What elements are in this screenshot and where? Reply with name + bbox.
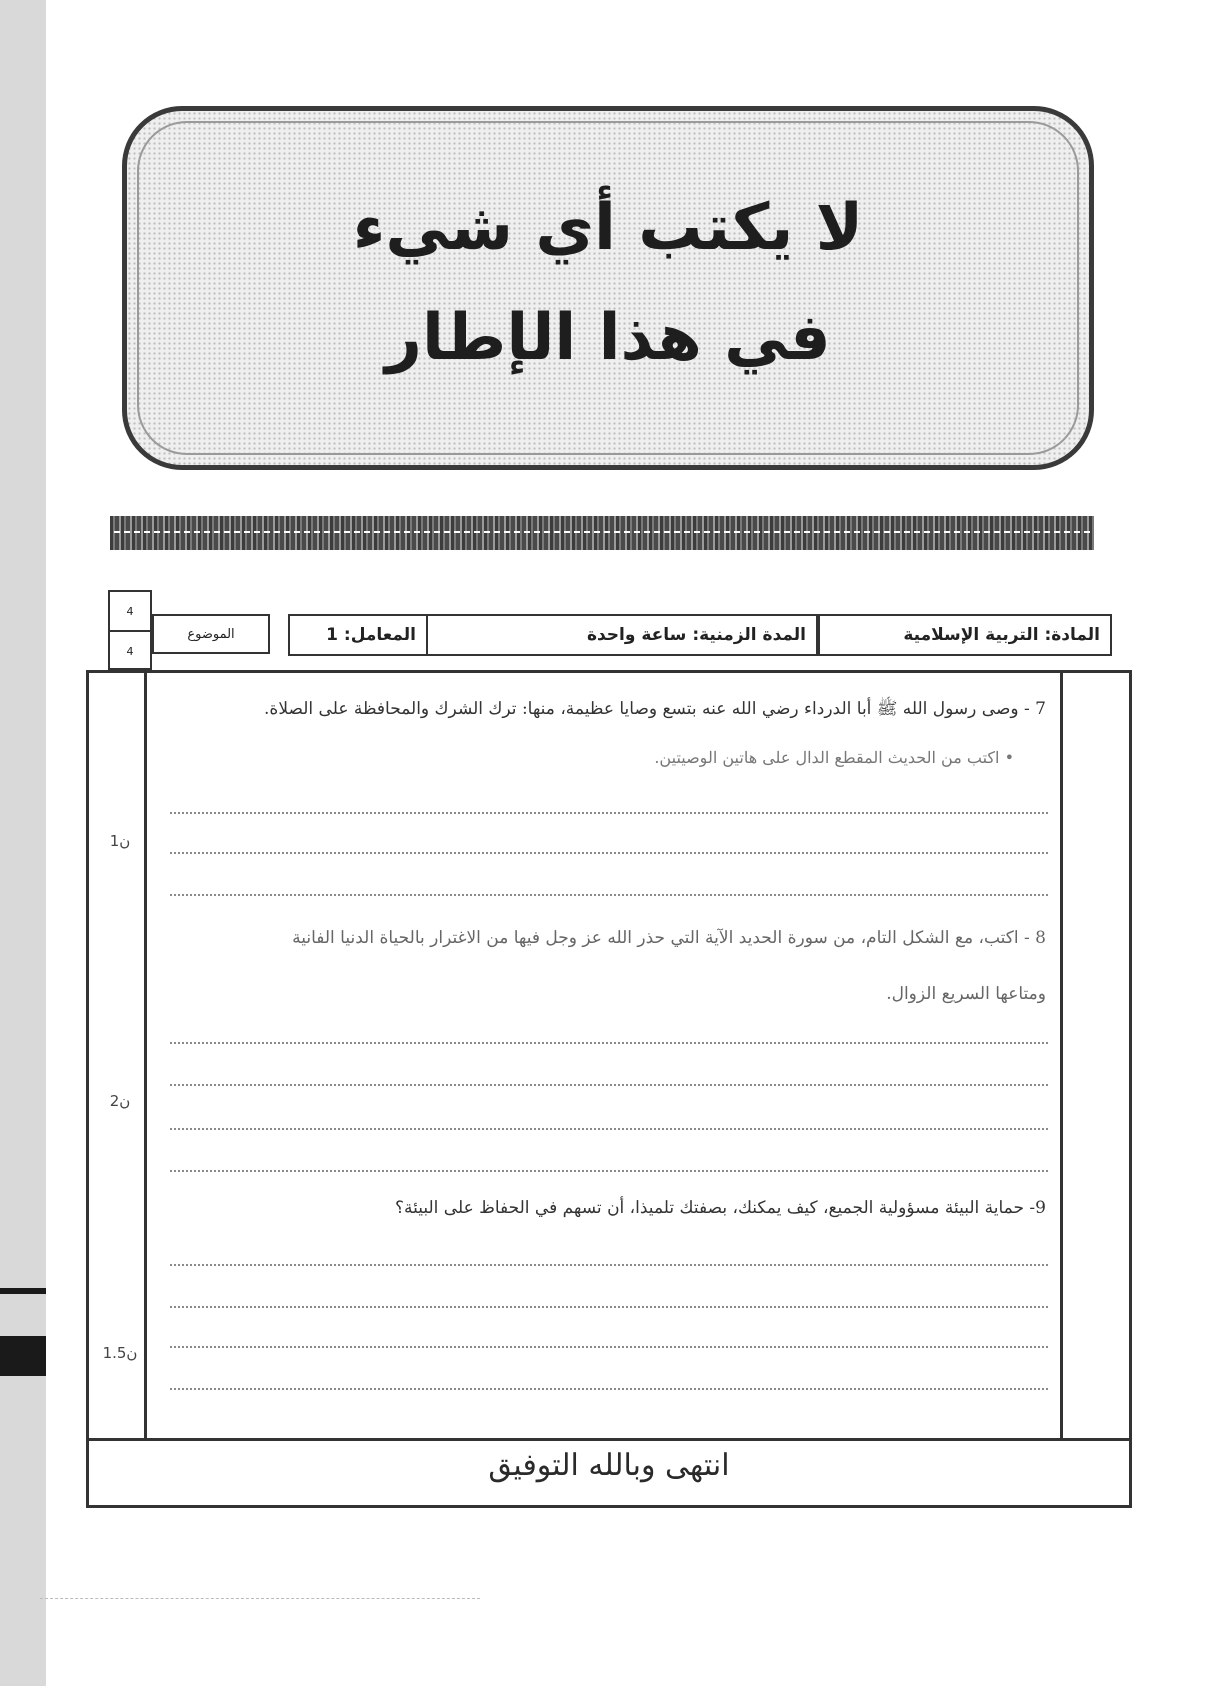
page-total: 4 [126, 644, 134, 658]
questions-frame [86, 670, 1132, 1508]
answer-line[interactable] [170, 894, 1048, 896]
question-8-text-cont: ومتاعها السريع الزوال. [886, 984, 1046, 1004]
cut-strip [110, 516, 1094, 550]
question-7-instruction: • اكتب من الحديث المقطع الدال على هاتين الوصيتين. [654, 748, 1014, 767]
cut-line [114, 531, 1090, 533]
scan-mark [0, 1288, 46, 1294]
answer-line[interactable] [170, 1264, 1048, 1266]
duration-label: المدة الزمنية: ساعة واحدة [428, 614, 818, 656]
right-margin-border [1060, 670, 1063, 1438]
notice-inner-border [137, 121, 1079, 455]
subject-label: المادة: التربية الإسلامية [818, 614, 1112, 656]
answer-line[interactable] [170, 1084, 1048, 1086]
question-8-score: 2ن [109, 1092, 131, 1110]
answer-line[interactable] [170, 1306, 1048, 1308]
scan-artifact [40, 1598, 480, 1599]
answer-line[interactable] [170, 852, 1048, 854]
question-9-score: 1.5ن [102, 1344, 138, 1362]
footer-divider [86, 1438, 1132, 1441]
score-column-border [144, 670, 147, 1438]
closing-text: انتهى وبالله التوفيق [488, 1448, 730, 1483]
question-7-text: 7 - وصى رسول الله ﷺ أبا الدرداء رضي الله عنه بتسع وصايا عظيمة، منها: ترك الشرك والمحافظة على الصلاة. [264, 699, 1046, 719]
answer-line[interactable] [170, 1346, 1048, 1348]
coefficient-label: المعامل: 1 [288, 614, 428, 656]
scan-mark [0, 1336, 46, 1376]
question-8-text: 8 - اكتب، مع الشكل التام، من سورة الحديد الآية التي حذر الله عز وجل فيها من الاغترار بالحياة الدنيا الفانية [292, 928, 1046, 948]
answer-line[interactable] [170, 812, 1048, 814]
topic-label: الموضوع [152, 614, 270, 654]
question-7-score: 1ن [109, 832, 131, 850]
no-write-notice-frame [122, 106, 1094, 470]
answer-line[interactable] [170, 1042, 1048, 1044]
notice-line-1: لا يكتب أي شيء [352, 191, 864, 265]
notice-line-2: في هذا الإطار [385, 301, 831, 375]
answer-line[interactable] [170, 1388, 1048, 1390]
page-count-box [108, 590, 152, 670]
answer-line[interactable] [170, 1128, 1048, 1130]
page-current: 4 [110, 592, 150, 632]
answer-line[interactable] [170, 1170, 1048, 1172]
question-9-text: 9- حماية البيئة مسؤولية الجميع، كيف يمكنك، بصفتك تلميذا، أن تسهم في الحفاظ على البيئة؟ [394, 1198, 1046, 1218]
